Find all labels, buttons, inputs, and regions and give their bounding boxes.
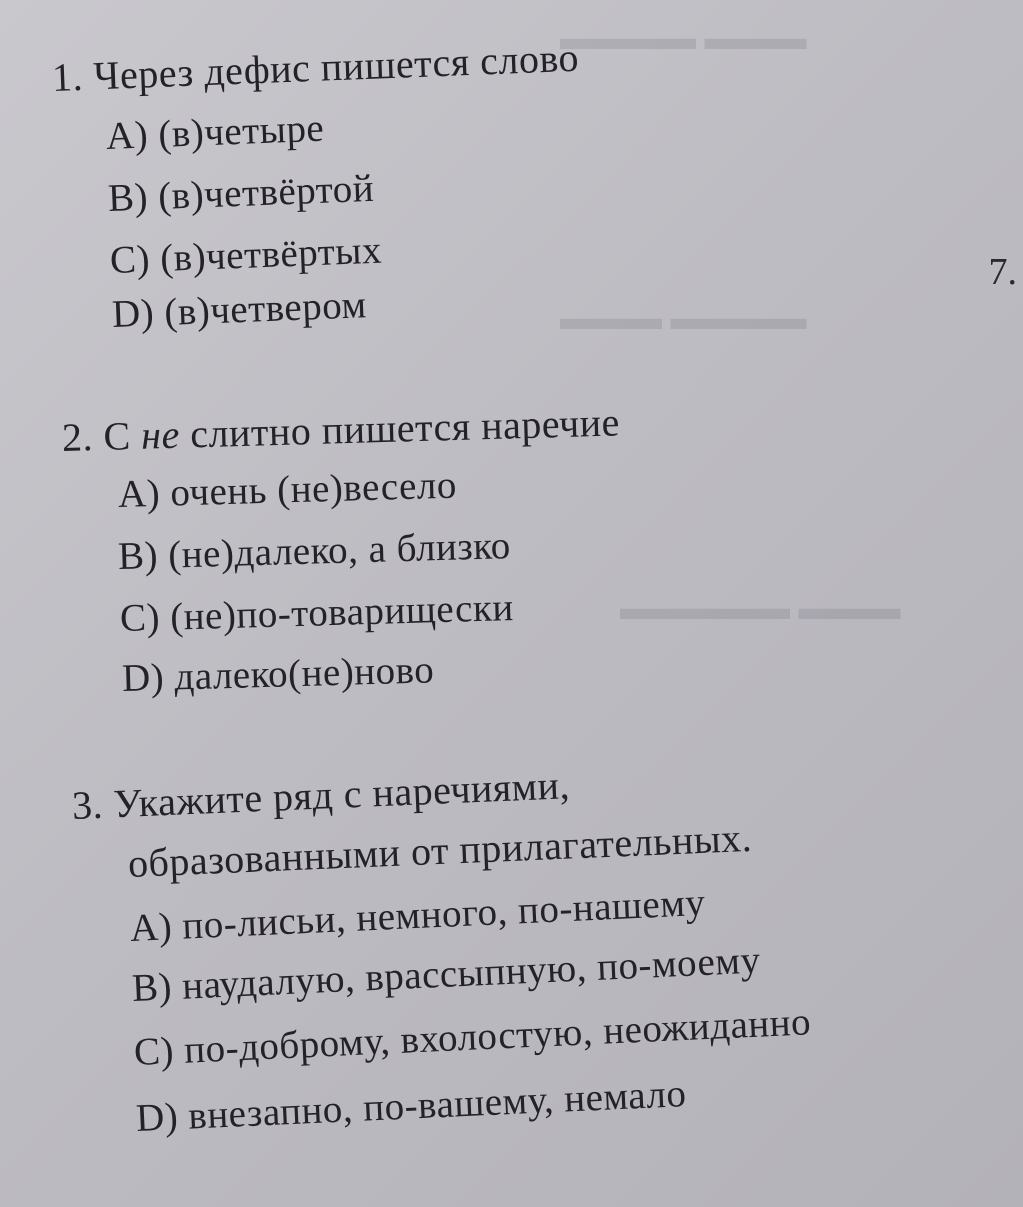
- option-text: по-доброму, вхолостую, неожиданно: [183, 1000, 812, 1072]
- option-letter: B): [117, 533, 159, 578]
- question-1-title: [51, 34, 580, 101]
- option-letter: C): [109, 237, 151, 282]
- question-3-option-c: [133, 999, 812, 1075]
- side-question-number: 7.: [988, 251, 1017, 293]
- question-2-option-c: [119, 585, 514, 641]
- question-3-option-d: [135, 1071, 687, 1141]
- option-letter: A): [117, 471, 161, 516]
- option-letter: D): [135, 1095, 180, 1140]
- bleed-through-3: ▬▬▬ ▬▬▬▬▬: [620, 590, 901, 627]
- question-3-number: 3.: [71, 781, 104, 828]
- question-3-option-a: [129, 880, 706, 951]
- option-letter: C): [133, 1029, 175, 1074]
- option-text: внезапно, по-вашему, немало: [187, 1072, 688, 1138]
- question-1-option-c: [109, 228, 383, 283]
- option-text: (в)четвером: [163, 283, 368, 334]
- option-text: по-лисьи, немного, по-нашему: [181, 880, 707, 948]
- bleed-through-2: ▬▬▬▬ ▬▬▬: [560, 300, 807, 337]
- question-1-number: 1.: [51, 53, 84, 100]
- question-1-option-b: [107, 166, 375, 221]
- option-text: наудалую, врассыпную, по-моему: [181, 938, 762, 1008]
- option-letter: C): [119, 595, 161, 640]
- question-3-text-line-1: Укажите ряд с наречиями,: [112, 762, 571, 827]
- question-2-text-italic: не: [140, 411, 181, 458]
- question-3-option-b: [131, 937, 761, 1010]
- question-2-title: [61, 398, 620, 461]
- question-2-text-after: слитно пишется наречие: [189, 399, 621, 457]
- question-3-title-line-1: [71, 761, 571, 829]
- option-text: (не)далеко, а близко: [167, 524, 512, 577]
- option-letter: D): [111, 291, 155, 336]
- question-2-text-before: С: [102, 413, 132, 459]
- option-text: очень (не)весело: [169, 463, 458, 515]
- question-2-number: 2.: [61, 414, 94, 460]
- option-text: (в)четыре: [157, 106, 325, 156]
- option-text: (в)четвёртых: [159, 228, 383, 281]
- bleed-through-1: ▬▬▬ ▬▬▬▬: [560, 20, 807, 57]
- question-2-option-d: [121, 647, 434, 701]
- option-text: (не)по-товарищески: [169, 586, 515, 639]
- option-letter: B): [131, 965, 173, 1010]
- option-text: (в)четвёртой: [157, 166, 375, 219]
- question-1-text: Через дефис пишется слово: [92, 34, 580, 99]
- question-3-title-line-2: [127, 814, 753, 887]
- option-letter: A): [105, 113, 149, 158]
- option-letter: B): [107, 175, 149, 220]
- question-2-option-b: [117, 523, 511, 579]
- question-3-text-line-2: образованными от прилагательных.: [127, 814, 753, 886]
- question-1-option-a: [105, 106, 325, 159]
- question-1-option-d: [111, 282, 367, 337]
- option-letter: A): [129, 905, 174, 950]
- option-text: далеко(не)ново: [173, 648, 435, 699]
- option-letter: D): [121, 655, 165, 700]
- question-2-option-a: [117, 463, 457, 517]
